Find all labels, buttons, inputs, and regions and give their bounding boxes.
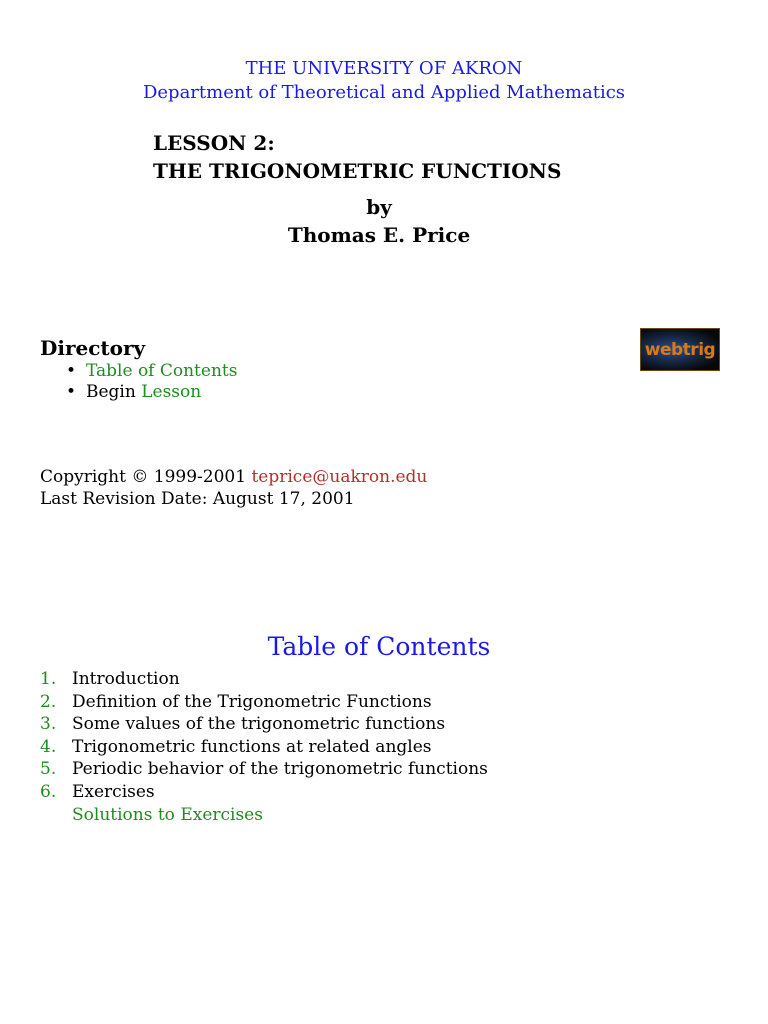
solutions-link[interactable]: Solutions to Exercises (72, 805, 263, 825)
toc-item[interactable] (40, 668, 180, 690)
toc-item-label: Introduction (72, 669, 180, 689)
bullet-icon: • (66, 361, 77, 381)
lesson-title: THE TRIGONOMETRIC FUNCTIONS (153, 159, 562, 183)
directory-item-toc (66, 360, 237, 382)
lesson-number: LESSON 2: (153, 131, 275, 155)
toc-item[interactable] (40, 758, 488, 780)
email-link[interactable]: teprice@uakron.edu (251, 467, 428, 487)
toc-item[interactable] (40, 781, 155, 803)
toc-item[interactable] (40, 691, 432, 713)
toc-item-number[interactable]: 1. (40, 669, 57, 689)
begin-label: Begin (86, 382, 136, 402)
by-line: by (366, 195, 392, 219)
toc-item-label: Some values of the trigonometric functions (72, 714, 446, 734)
toc-item-label: Trigonometric functions at related angles (72, 737, 432, 757)
department-name: Department of Theoretical and Applied Mathematics (142, 82, 626, 103)
toc-link[interactable]: Table of Contents (86, 361, 238, 381)
toc-item-number[interactable]: 4. (40, 737, 57, 757)
toc-item-number[interactable]: 5. (40, 759, 57, 779)
copyright-line (40, 466, 427, 488)
webtrig-logo[interactable] (640, 328, 720, 371)
revision-date: Last Revision Date: August 17, 2001 (40, 489, 355, 509)
university-name: THE UNIVERSITY OF AKRON (245, 58, 523, 79)
toc-heading: Table of Contents (267, 632, 491, 661)
copyright-years: 1999-2001 (153, 467, 247, 487)
toc-item-label: Exercises (72, 782, 155, 802)
toc-item-label: Definition of the Trigonometric Functions (72, 692, 432, 712)
copyright-label: Copyright (40, 467, 126, 487)
directory-item-begin (66, 381, 201, 403)
author-name: Thomas E. Price (287, 223, 471, 247)
toc-item[interactable] (40, 713, 445, 735)
directory-heading: Directory (40, 336, 146, 360)
bullet-icon: • (66, 382, 77, 402)
toc-item-solutions[interactable] (72, 804, 263, 826)
toc-item[interactable] (40, 736, 432, 758)
logo-text: webtrig (644, 340, 716, 360)
toc-item-number[interactable]: 3. (40, 714, 57, 734)
toc-item-label: Periodic behavior of the trigonometric functions (72, 759, 488, 779)
toc-item-number[interactable]: 2. (40, 692, 57, 712)
lesson-link[interactable]: Lesson (141, 382, 202, 402)
copyright-symbol: © (131, 467, 149, 487)
toc-item-number[interactable]: 6. (40, 782, 57, 802)
